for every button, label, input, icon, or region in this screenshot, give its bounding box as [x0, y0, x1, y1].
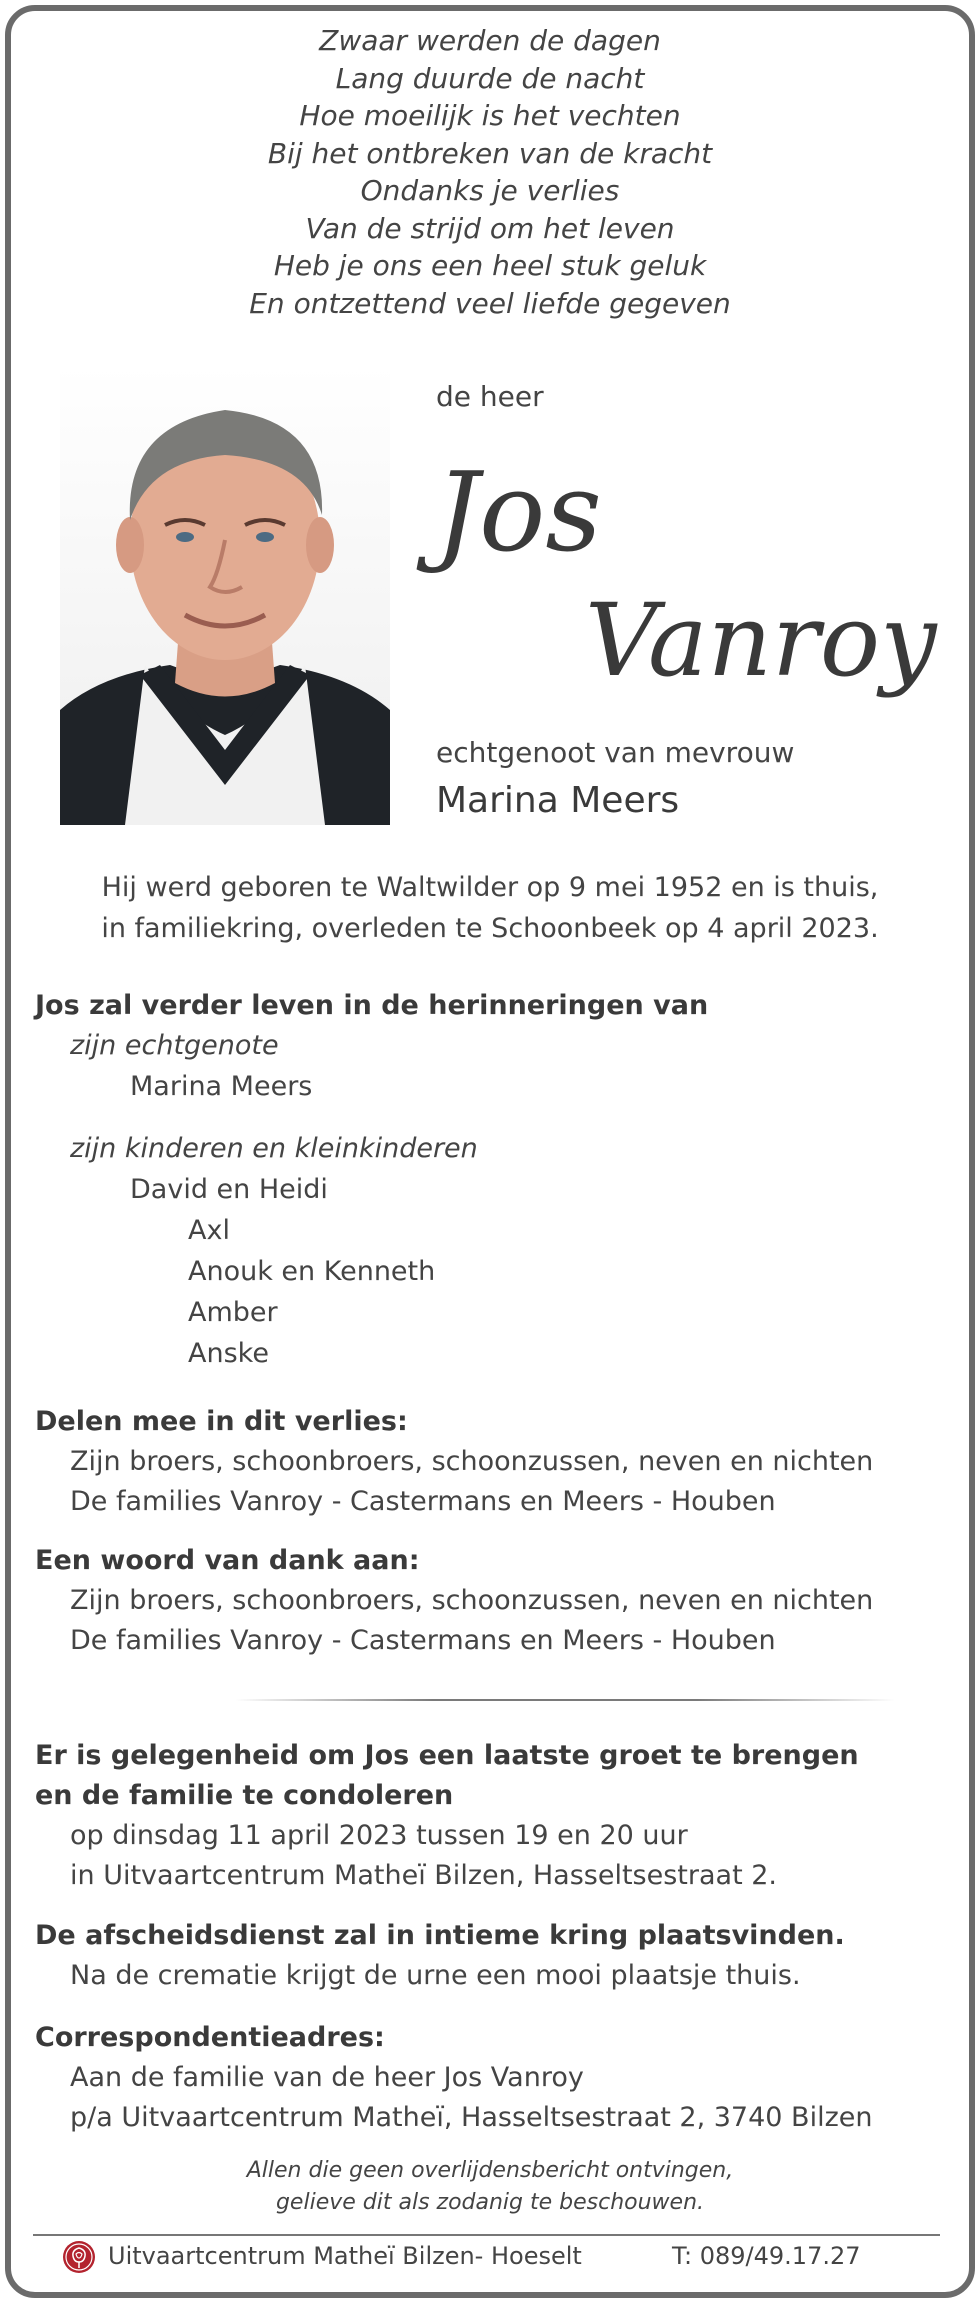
visitation-heading-2: en de familie te condoleren: [35, 1780, 454, 1811]
poem-line: Zwaar werden de dagen: [319, 24, 661, 57]
poem-line: Van de strijd om het leven: [305, 211, 675, 245]
share-line: De families Vanroy - Castermans en Meers - Houben: [70, 1486, 776, 1517]
poem-line: Ondanks je verlies: [360, 174, 620, 207]
portrait-photo: [60, 365, 390, 825]
correspondence-line-1: Aan de familie van de heer Jos Vanroy: [70, 2062, 584, 2093]
poem-line: Hoe moeilijk is het vechten: [299, 99, 681, 132]
grandchild-entry: Anouk en Kenneth: [188, 1256, 436, 1287]
section-divider: [235, 1699, 895, 1701]
poem: [0, 22, 980, 322]
share-heading: Delen mee in dit verlies:: [35, 1406, 408, 1437]
portrait-illustration: [60, 365, 390, 825]
memories-heading: Jos zal verder leven in de herinneringen van: [35, 990, 709, 1021]
correspondence-line-2: p/a Uitvaartcentrum Matheï, Hasseltsestraat 2, 3740 Bilzen: [70, 2102, 873, 2133]
title-prefix: de heer: [436, 380, 544, 413]
children-label: zijn kinderen en kleinkinderen: [70, 1133, 478, 1164]
spouse-entry: Marina Meers: [130, 1071, 313, 1102]
visitation-date: op dinsdag 11 april 2023 tussen 19 en 20 uur: [70, 1820, 688, 1851]
notice-line-2: gelieve dit als zodanig te beschouwen.: [275, 2190, 705, 2215]
spouse-label: zijn echtgenote: [70, 1030, 279, 1061]
thanks-heading: Een woord van dank aan:: [35, 1545, 420, 1576]
birth-line-2: in familiekring, overleden te Schoonbeek op 4 april 2023.: [101, 913, 879, 944]
poem-line: En ontzettend veel liefde gegeven: [249, 286, 731, 320]
spouse-name: Marina Meers: [436, 780, 680, 821]
service-heading: De afscheidsdienst zal in intieme kring plaatsvinden.: [35, 1920, 845, 1951]
visitation-location: in Uitvaartcentrum Matheï Bilzen, Hasseltsestraat 2.: [70, 1860, 778, 1891]
thanks-line: Zijn broers, schoonbroers, schoonzussen, neven en nichten: [70, 1585, 874, 1616]
poem-line: Lang duurde de nacht: [335, 61, 645, 95]
service-line: Na de crematie krijgt de urne een mooi plaatsje thuis.: [70, 1960, 801, 1991]
correspondence-heading: Correspondentieadres:: [35, 2022, 385, 2053]
poem-line: Heb je ons een heel stuk geluk: [273, 249, 707, 282]
rose-icon: [62, 2240, 96, 2274]
spouse-intro: echtgenoot van mevrouw: [436, 736, 795, 769]
thanks-line: De families Vanroy - Castermans en Meers - Houben: [70, 1625, 776, 1656]
last-name: Vanroy: [585, 582, 937, 699]
first-name: Jos: [435, 448, 602, 576]
birth-line-1: Hij werd geboren te Waltwilder op 9 mei 1952 en is thuis,: [101, 872, 879, 903]
share-line: Zijn broers, schoonbroers, schoonzussen, neven en nichten: [70, 1446, 874, 1477]
grandchild-entry: Anske: [188, 1338, 269, 1369]
grandchild-entry: Amber: [188, 1297, 278, 1328]
footer-company: Uitvaartcentrum Matheï Bilzen- Hoeselt: [108, 2242, 582, 2270]
footer-divider: [33, 2234, 940, 2236]
child-entry: David en Heidi: [130, 1174, 328, 1205]
visitation-heading-1: Er is gelegenheid om Jos een laatste groet te brengen: [35, 1740, 859, 1771]
grandchild-entry: Axl: [188, 1215, 230, 1246]
notice-line-1: Allen die geen overlijdensbericht ontvingen,: [246, 2158, 734, 2183]
footer-phone: T: 089/49.17.27: [672, 2242, 861, 2270]
name-signature: [430, 440, 937, 740]
poem-line: Bij het ontbreken van de kracht: [267, 136, 713, 170]
